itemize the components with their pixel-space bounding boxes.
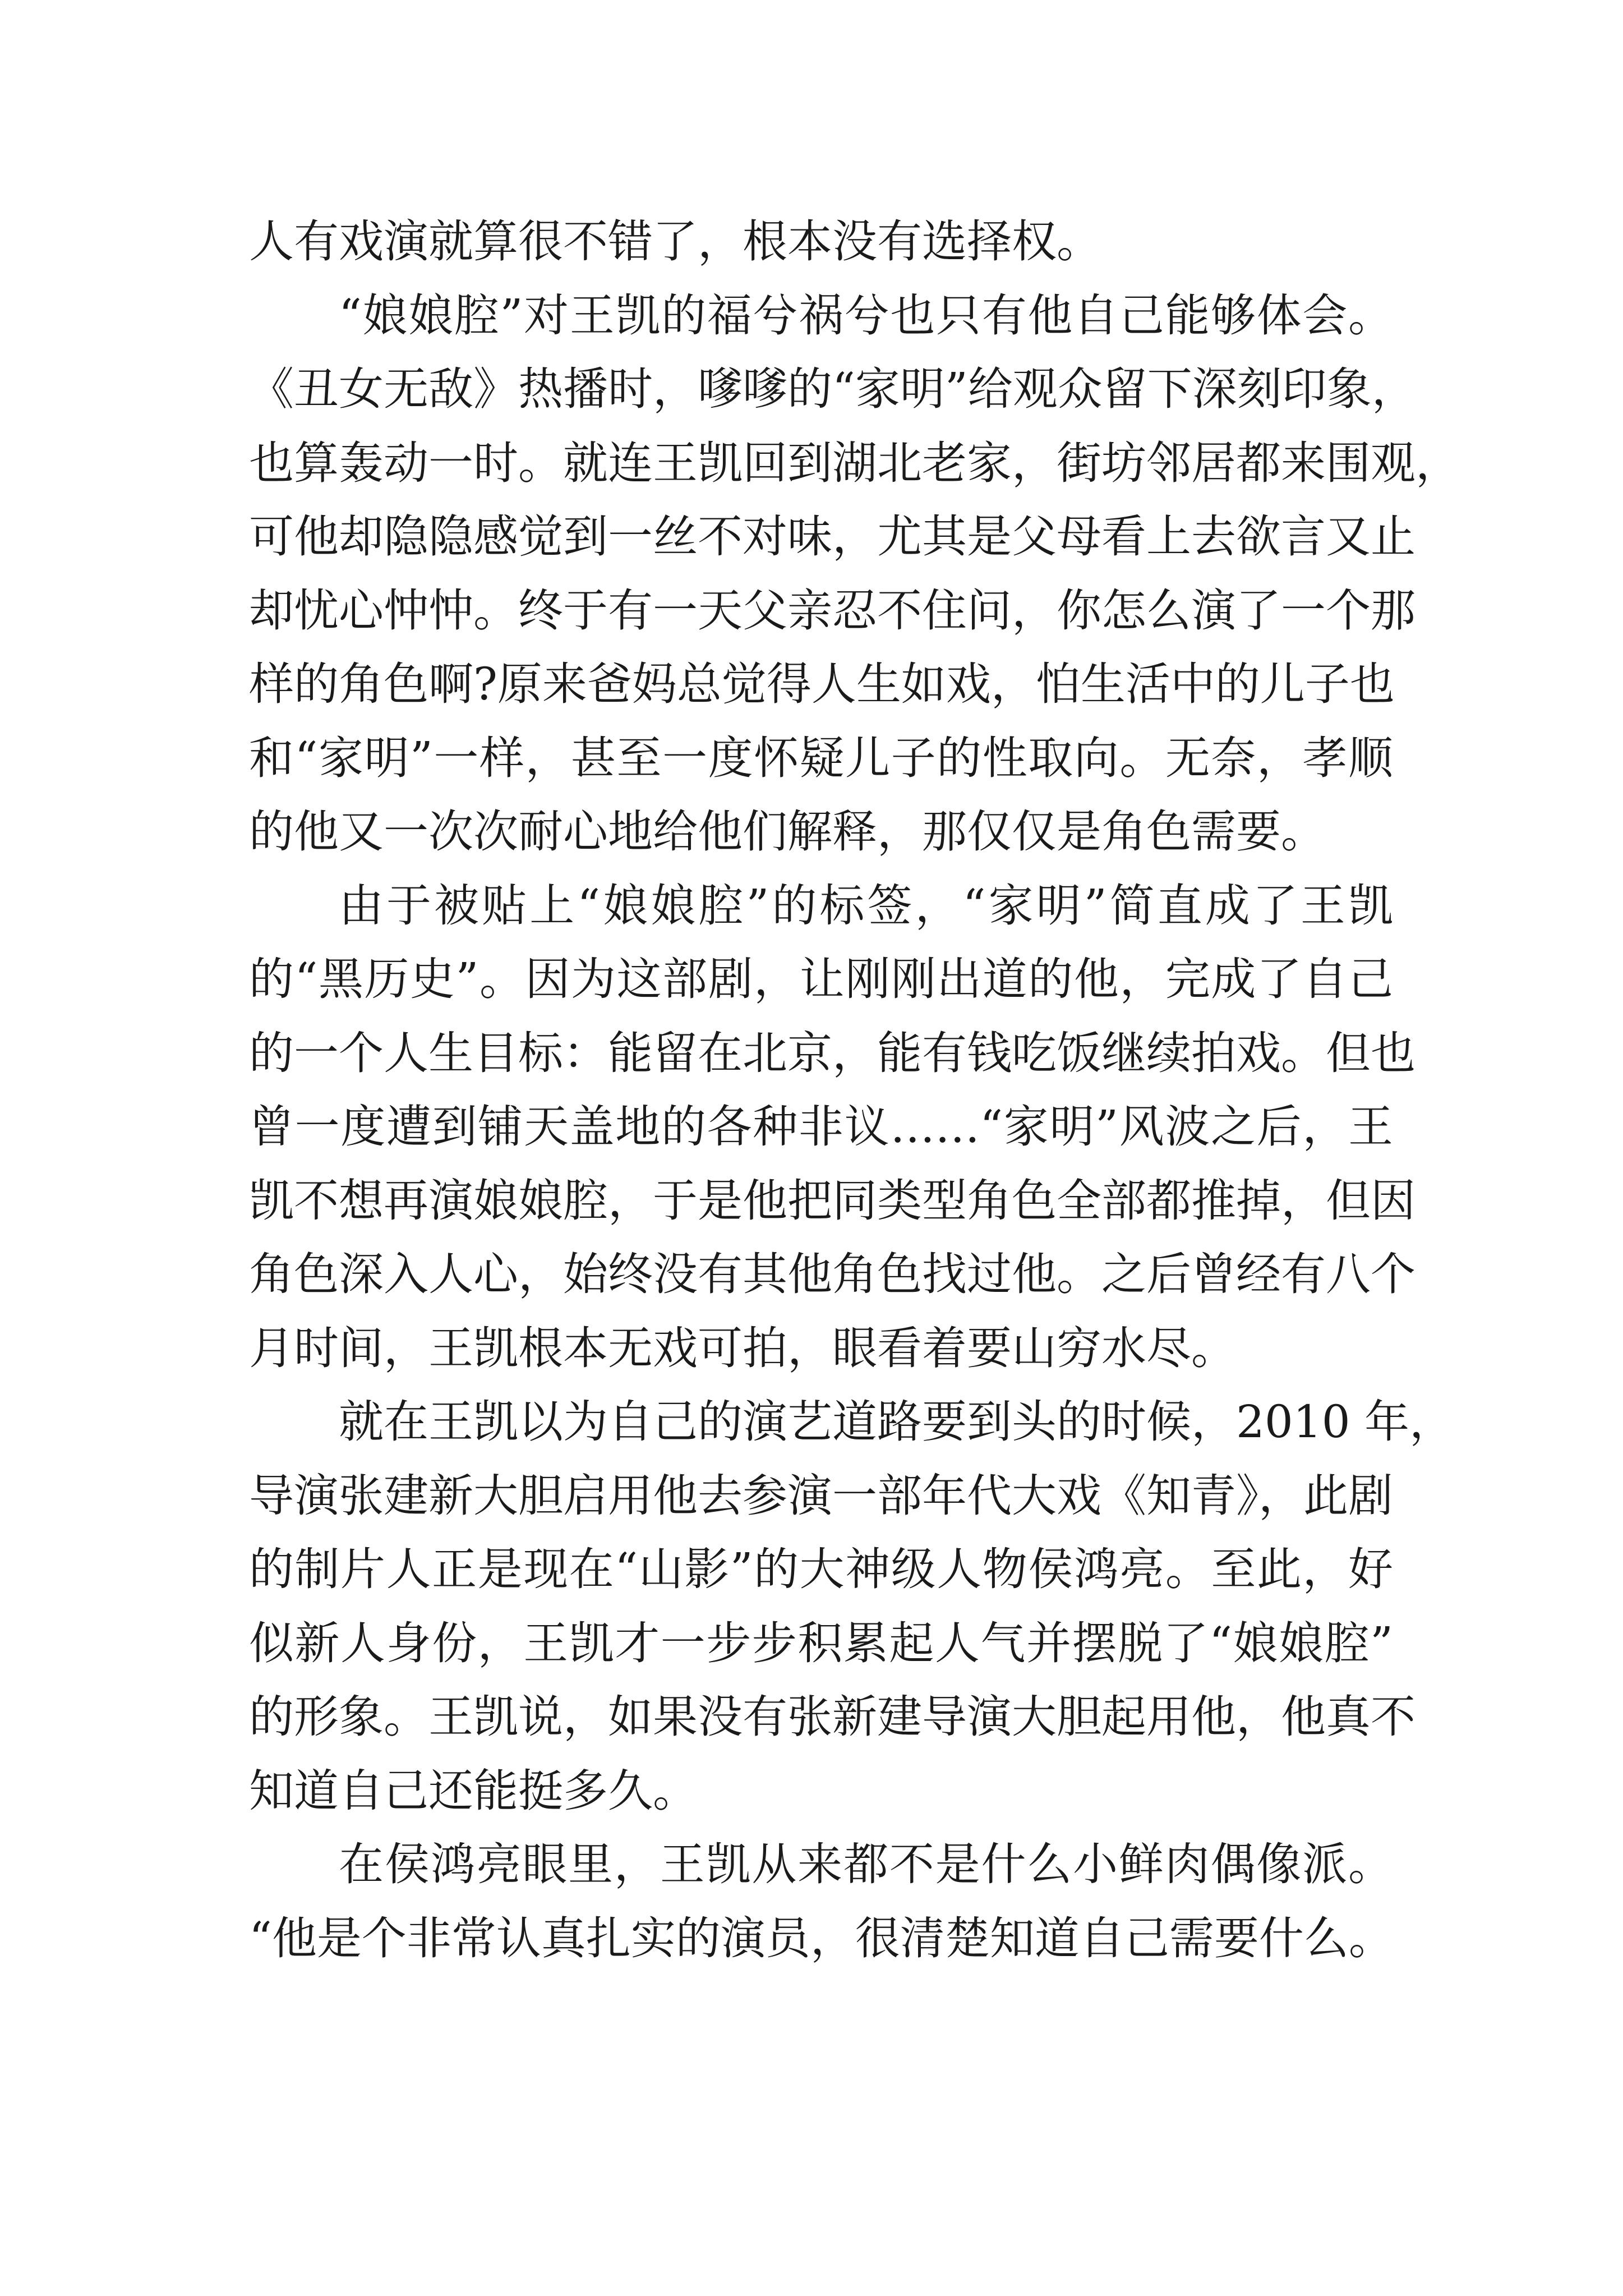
text-line: 角色深入人心，始终没有其他角色找过他。之后曾经有八个 <box>249 1248 1415 1300</box>
text-line: 月时间，王凯根本无戏可拍，眼看着要山穷水尽。 <box>249 1322 1236 1374</box>
text-line: 和“家明”一样，甚至一度怀疑儿子的性取向。无奈，孝顺 <box>249 731 1393 784</box>
text-line: 曾一度遭到铺天盖地的各种非议……“家明”风波之后，王 <box>249 1101 1393 1153</box>
text-line: 人有戏演就算很不错了，根本没有选择权。 <box>249 215 1101 268</box>
text-line: 的一个人生目标：能留在北京，能有钱吃饭继续拍戏。但也 <box>249 1027 1415 1079</box>
text-line: 的形象。王凯说，如果没有张新建导演大胆起用他，他真不 <box>249 1691 1415 1743</box>
text-line: 的“黑历史”。因为这部剧，让刚刚出道的他，完成了自己 <box>249 953 1393 1005</box>
text-line: 在侯鸿亮眼里，王凯从来都不是什么小鲜肉偶像派。 <box>339 1838 1393 1890</box>
text-line: 导演张建新大胆启用他去参演一部年代大戏《知青》，此剧 <box>249 1469 1393 1522</box>
text-line: 由于被贴上“娘娘腔”的标签，“家明”简直成了王凯 <box>339 879 1393 932</box>
text-line: 知道自己还能挺多久。 <box>249 1764 698 1817</box>
text-line: 却忧心忡忡。终于有一天父亲忍不住问，你怎么演了一个那 <box>249 584 1415 637</box>
text-line: 的他又一次次耐心地给他们解释，那仅仅是角色需要。 <box>249 806 1326 858</box>
text-line: 样的角色啊?原来爸妈总觉得人生如戏，怕生活中的儿子也 <box>249 658 1395 710</box>
text-line: “他是个非常认真扎实的演员，很清楚知道自己需要什么。 <box>249 1912 1394 1964</box>
text-line: 的制片人正是现在“山影”的大神级人物侯鸿亮。至此，好 <box>249 1543 1393 1595</box>
article-body <box>249 205 1460 1975</box>
text-line: 似新人身份，王凯才一步步积累起人气并摆脱了“娘娘腔” <box>249 1617 1393 1669</box>
text-line: 《丑女无敌》热播时，嗲嗲的“家明”给观众留下深刻印象， <box>249 363 1417 415</box>
text-line: “娘娘腔”对王凯的福兮祸兮也只有他自己能够体会。 <box>339 289 1393 342</box>
text-line: 凯不想再演娘娘腔，于是他把同类型角色全部都推掉，但因 <box>249 1174 1415 1227</box>
text-line: 也算轰动一时。就连王凯回到湖北老家，街坊邻居都来围观， <box>249 436 1460 489</box>
text-line: 可他却隐隐感觉到一丝不对味，尤其是父母看上去欲言又止 <box>249 510 1415 563</box>
text-line: 就在王凯以为自己的演艺道路要到头的时候，2010 年， <box>339 1396 1455 1448</box>
